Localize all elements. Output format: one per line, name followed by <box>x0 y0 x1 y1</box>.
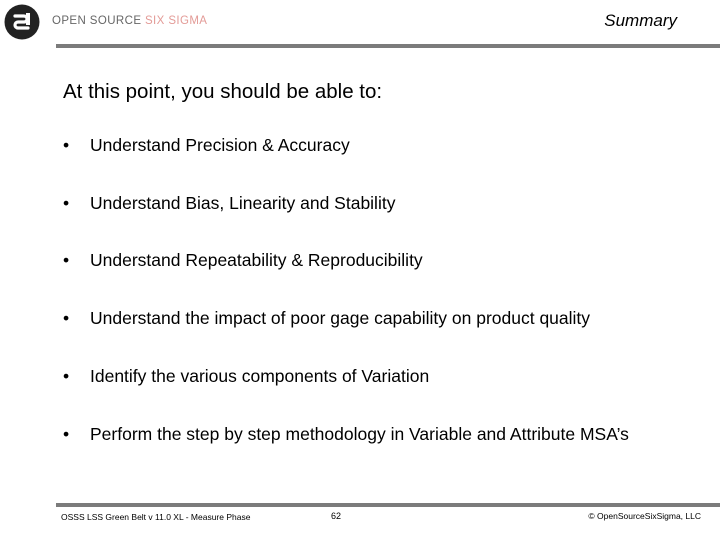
bullet-dot: • <box>63 250 70 270</box>
list-item <box>63 308 703 329</box>
bullet-text: Understand the impact of poor gage capability on product quality <box>90 308 591 328</box>
page-number: 62 <box>331 511 342 521</box>
list-item <box>63 193 703 214</box>
header-divider <box>56 44 720 48</box>
list-item <box>63 135 703 156</box>
bullet-dot: • <box>63 135 70 155</box>
bullet-text: Perform the step by step methodology in Variable and Attribute MSA’s <box>90 424 629 444</box>
bullet-text: Identify the various components of Variation <box>90 366 430 386</box>
bullet-text: Understand Bias, Linearity and Stability <box>90 193 396 213</box>
bullet-text: Understand Precision & Accuracy <box>90 135 350 155</box>
logo-wordmark <box>52 15 207 27</box>
list-item <box>63 366 703 387</box>
list-item <box>63 250 703 271</box>
bullet-dot: • <box>63 308 70 328</box>
page-heading: At this point, you should be able to: <box>63 80 383 103</box>
logo-wordmark-accent: SIX SIGMA <box>144 15 208 27</box>
section-title: Summary <box>604 11 677 30</box>
bullet-text: Understand Repeatability & Reproducibility <box>90 250 423 270</box>
footer-course-label: OSSS LSS Green Belt v 11.0 XL - Measure Phase <box>61 512 251 522</box>
bullet-dot: • <box>63 193 70 213</box>
footer-divider <box>56 503 720 507</box>
list-item <box>63 424 663 445</box>
open-source-six-sigma-logo-icon <box>4 4 40 40</box>
footer-copyright: © OpenSourceSixSigma, LLC <box>588 511 701 521</box>
bullet-dot: • <box>63 424 70 444</box>
logo-wordmark-main: OPEN SOURCE <box>52 15 145 27</box>
bullet-dot: • <box>63 366 70 386</box>
